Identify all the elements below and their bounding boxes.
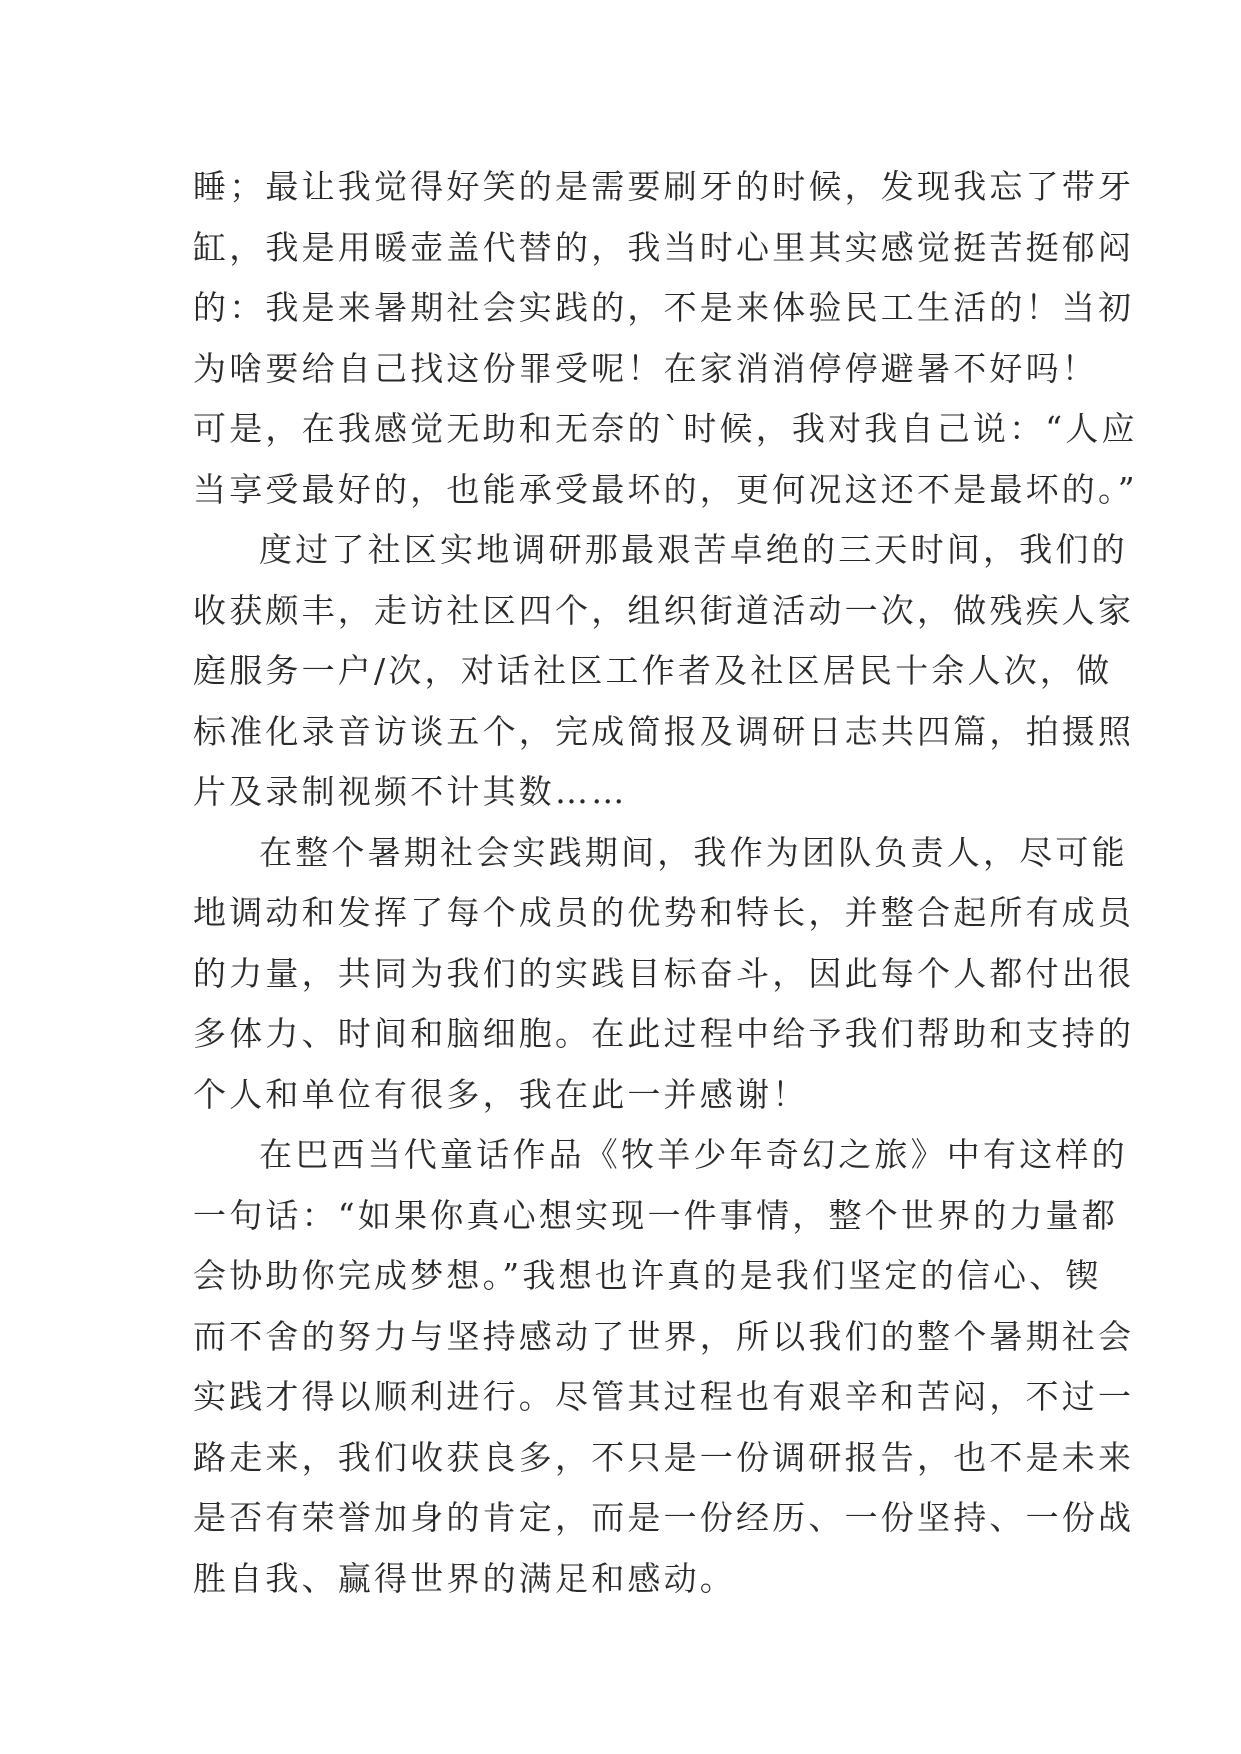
text-line: 胜自我、赢得世界的满足和感动。 — [193, 1558, 736, 1598]
text-line: 会协助你完成梦想。”我想也许真的是我们坚定的信心、锲 — [193, 1256, 1102, 1295]
text-line: 的：我是来暑期社会实践的，不是来体验民工生活的！当初 — [193, 288, 1135, 327]
body-text — [193, 157, 1138, 1609]
text-line: 片及录制视频不计其数…… — [193, 772, 628, 811]
text-line: 地调动和发挥了每个成员的优势和特长，并整合起所有成员 — [193, 893, 1135, 932]
text-line: 标准化录音访谈五个，完成简报及调研日志共四篇，拍摄照 — [193, 711, 1135, 751]
text-line: 是否有荣誉加身的肯定，而是一份经历、一份坚持、一份战 — [193, 1498, 1135, 1537]
text-line: 多体力、时间和脑细胞。在此过程中给予我们帮助和支持的 — [193, 1014, 1135, 1053]
text-line: 而不舍的努力与坚持感动了世界，所以我们的整个暑期社会 — [193, 1316, 1135, 1356]
text-line: 个人和单位有很多，我在此一并感谢！ — [193, 1074, 809, 1114]
text-line: 收获颇丰，走访社区四个，组织街道活动一次，做残疾人家 — [193, 590, 1135, 630]
text-line: 路走来，我们收获良多，不只是一份调研报告，也不是未来 — [193, 1437, 1135, 1477]
text-line: 睡；最让我觉得好笑的是需要刷牙的时候，发现我忘了带牙 — [193, 167, 1135, 206]
paragraph-first-line: 在整个暑期社会实践期间，我作为团队负责人，尽可能 — [259, 832, 1128, 872]
text-line: 一句话：“如果你真心想实现一件事情，整个世界的力量都 — [193, 1195, 1119, 1235]
text-line: 的力量，共同为我们的实践目标奋斗，因此每个人都付出很 — [193, 953, 1135, 993]
text-line: 缸，我是用暖壶盖代替的，我当时心里其实感觉挺苦挺郁闷 — [193, 227, 1135, 267]
text-line: 可是，在我感觉无助和无奈的`时候，我对我自己说：“人应 — [193, 409, 1138, 448]
paragraph-first-line: 度过了社区实地调研那最艰苦卓绝的三天时间，我们的 — [259, 530, 1128, 569]
text-line: 当享受最好的，也能承受最坏的，更何况这还不是最坏的。” — [193, 469, 1138, 509]
text-line: 为啥要给自己找这份罪受呢！在家消消停停避暑不好吗！ — [193, 348, 1098, 388]
text-line: 庭服务一户/次，对话社区工作者及社区居民十余人次，做 — [193, 651, 1113, 690]
paragraph-first-line: 在巴西当代童话作品《牧羊少年奇幻之旅》中有这样的 — [259, 1135, 1128, 1174]
text-line: 实践才得以顺利进行。尽管其过程也有艰辛和苦闷，不过一 — [193, 1377, 1135, 1416]
